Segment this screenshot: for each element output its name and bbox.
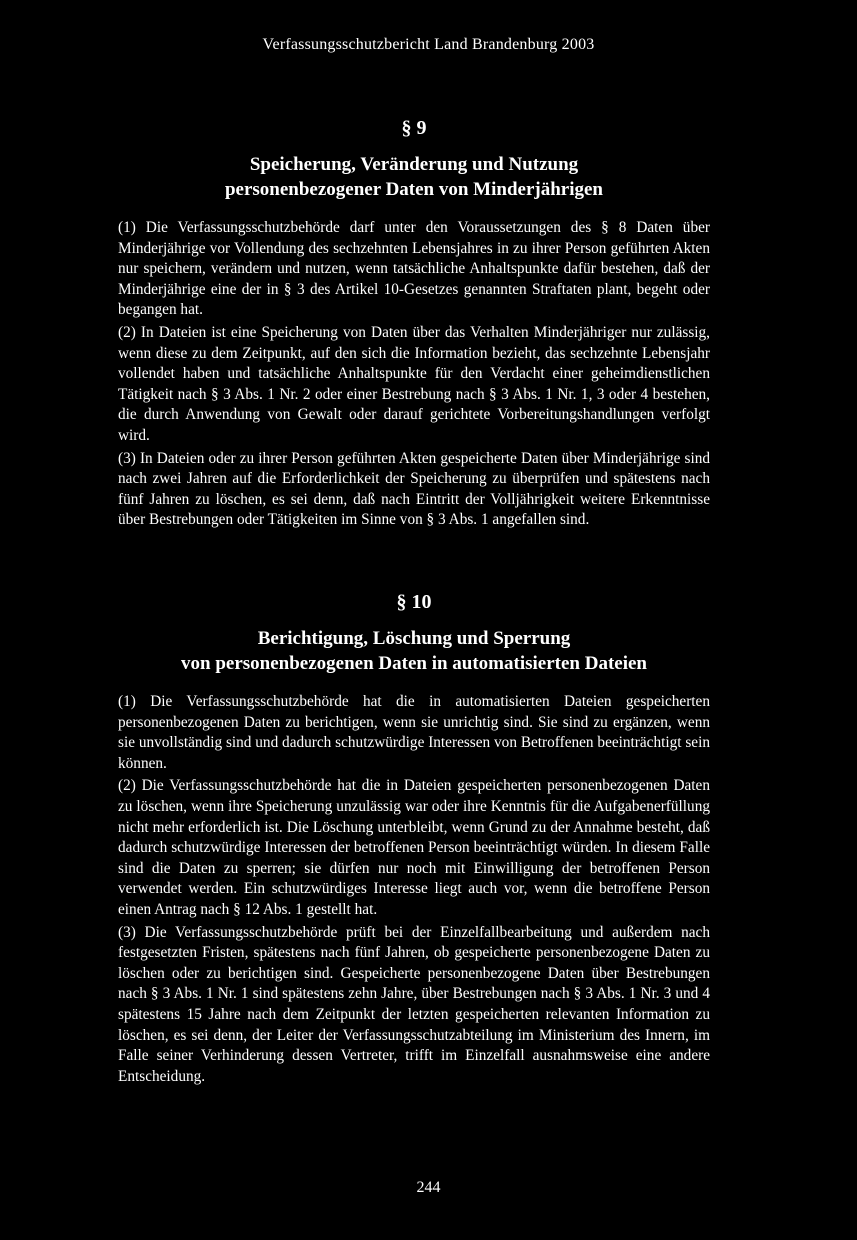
paragraph: (1) Die Verfassungsschutzbehörde darf unter den Voraussetzungen des § 8 Daten über Minderjährige vor Vollendung des sechzehnten Lebensjahres in zu ihrer Person geführten Akten nur speichern, verändern und nutzen, wenn tatsächliche Anhaltspunkte dafür bestehen, daß der Minderjährige eine der in § 3 des Artikel 10-Gesetzes genannten Straftaten plant, begeht oder begangen hat.	[118, 219, 710, 319]
section-10	[118, 591, 710, 1089]
paragraph: (2) In Dateien ist eine Speicherung von Daten über das Verhalten Minderjähriger nur zulässig, wenn diese zu dem Zeitpunkt, auf den sich die Information bezieht, das sechzehnte Lebensjahr vollendet haben und tatsächliche Anhaltspunkte für den Verdacht einer geheimdienstlichen Tätigkeit nach § 3 Abs. 1 Nr. 2 oder einer Bestrebung nach § 3 Abs. 1 Nr. 1, 3 oder 4 bestehen, die durch Anwendung von Gewalt oder darauf gerichtete Vorbereitungshandlungen verfolgt wird.	[118, 323, 710, 444]
section-title	[118, 626, 710, 676]
paragraph: (2) Die Verfassungsschutzbehörde hat die in Dateien gespeicherten personenbezogenen Daten zu löschen, wenn ihre Speicherung unzulässig war oder ihre Kenntnis für die Aufgabenerfüllung nicht mehr erforderlich ist. Die Löschung unterbleibt, wenn Grund zu der Annahme besteht, daß dadurch schutzwürdige Interessen der betroffenen Person beeinträchtigt würden. In diesem Falle sind die Daten zu sperren; sie dürfen nur noch mit Einwilligung der betroffenen Person verwendet werden. Ein schutzwürdiges Interesse liegt auch vor, wenn die betroffene Person einen Antrag nach § 12 Abs. 1 gestellt hat.	[118, 777, 710, 918]
running-header: Verfassungsschutzbericht Land Brandenburg 2003	[262, 36, 595, 53]
paragraph: (3) Die Verfassungsschutzbehörde prüft bei der Einzelfallbearbeitung und außerdem nach festgesetzten Fristen, spätestens nach fünf Jahren, ob gespeicherte personenbezogene Daten zu löschen oder zu berichtigen sind. Gespeicherte personenbezogene Daten über Bestrebungen nach § 3 Abs. 1 Nr. 1 sind spätestens zehn Jahre, über Bestrebungen nach § 3 Abs. 1 Nr. 3 und 4 spätestens 15 Jahre nach dem Zeitpunkt der letzten gespeicherten relevanten Information zu löschen, es sei denn, der Leiter der Verfassungsschutzabteilung im Ministerium des Innern, im Falle seiner Verhinderung dessen Vertreter, trifft im Einzelfall ausnahmsweise eine andere Entscheidung.	[118, 923, 710, 1085]
page-number: 244	[416, 1179, 441, 1196]
section-title	[118, 152, 710, 202]
section-title-line: Berichtigung, Löschung und Sperrung	[257, 628, 571, 649]
section-9	[118, 117, 710, 533]
section-number: § 9	[401, 117, 427, 139]
section-number: § 10	[396, 591, 432, 613]
section-title-line: Speicherung, Veränderung und Nutzung	[249, 154, 579, 175]
paragraph: (1) Die Verfassungsschutzbehörde hat die in automatisierten Dateien gespeicherten personenbezogenen Daten zu berichtigen, wenn sie unrichtig sind. Sie sind zu ergänzen, wenn sie unvollständig sind und dadurch schutzwürdige Interessen von Betroffenen beeinträchtigt sein können.	[118, 693, 710, 772]
section-title-line: von personenbezogenen Daten in automatisierten Dateien	[181, 653, 647, 674]
paragraph: (3) In Dateien oder zu ihrer Person geführten Akten gespeicherte Daten über Minderjährige sind nach zwei Jahren auf die Erforderlichkeit der Speicherung zu überprüfen und spätestens nach fünf Jahren zu löschen, es sei denn, daß nach Eintritt der Volljährigkeit weitere Erkenntnisse über Bestrebungen oder Tätigkeiten im Sinne von § 3 Abs. 1 angefallen sind.	[118, 449, 710, 529]
section-title-line: personenbezogener Daten von Minderjährigen	[224, 179, 604, 200]
